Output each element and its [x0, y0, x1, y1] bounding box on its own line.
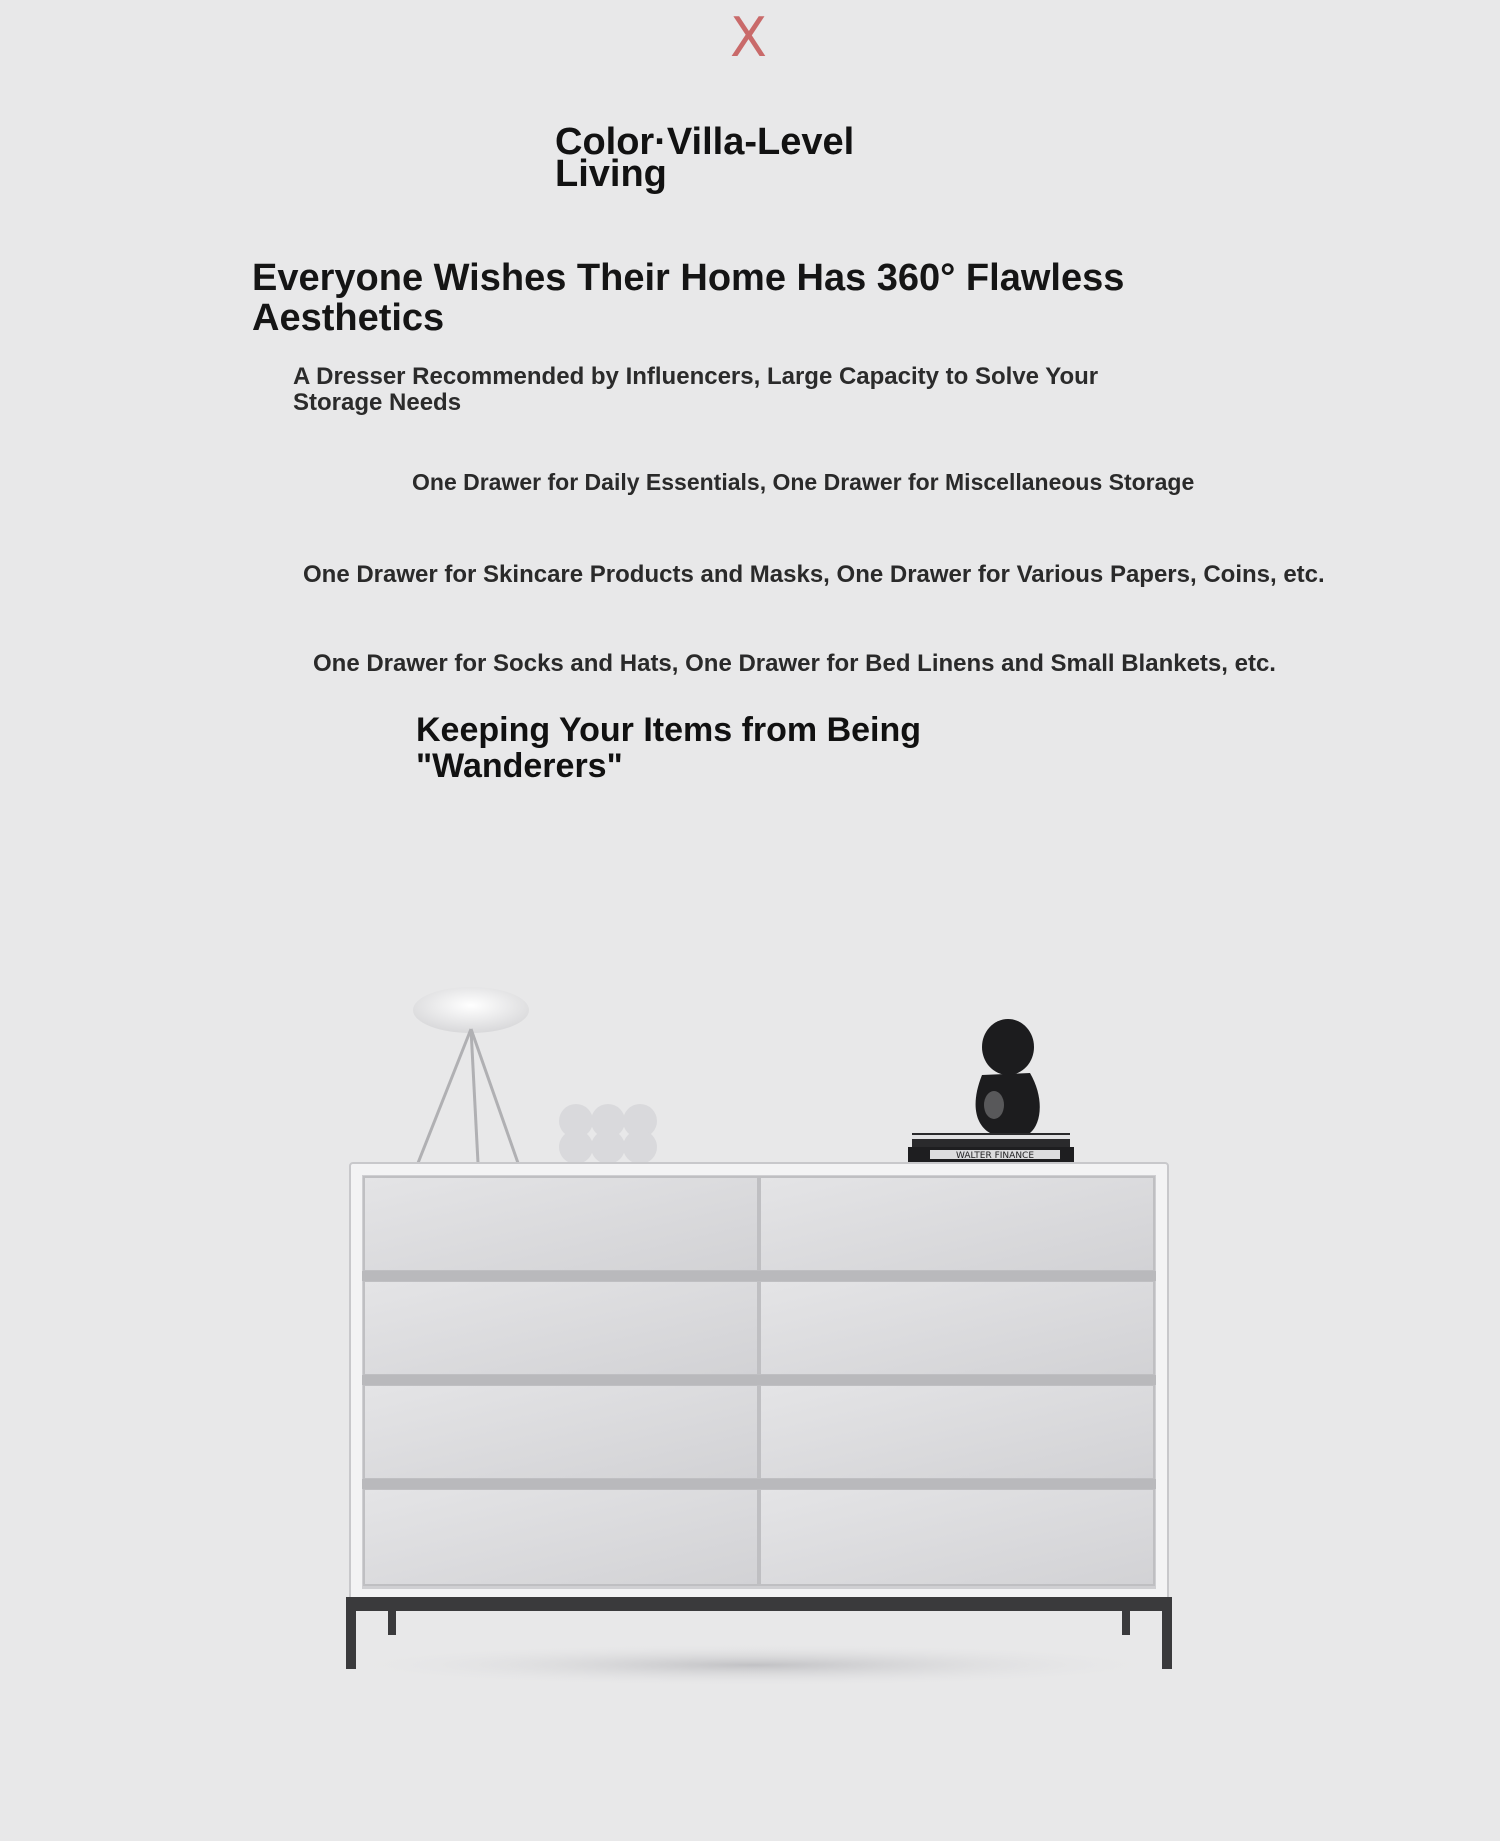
- subheadline: A Dresser Recommended by Influencers, Large Capacity to Solve Your Storage Needs: [293, 363, 1099, 416]
- dresser: [346, 1163, 1172, 1669]
- brand-title: Color·Villa-Level Living: [555, 121, 855, 195]
- feature-line-3: One Drawer for Socks and Hats, One Drawer for Bed Linens and Small Blankets, etc.: [313, 650, 1276, 677]
- close-mark: X: [730, 6, 767, 69]
- dresser-product-image: [330, 975, 1190, 1705]
- bubble-candle: [559, 1104, 657, 1164]
- headline: Everyone Wishes Their Home Has 360° Flawless Aesthetics: [252, 257, 1125, 339]
- table-lamp: [413, 987, 529, 1163]
- tagline: Keeping Your Items from Being "Wanderers": [416, 711, 922, 785]
- book-spine-text: WALTER FINANCE: [955, 1151, 1035, 1161]
- books-and-figurine: [908, 1019, 1074, 1163]
- feature-line-1: One Drawer for Daily Essentials, One Drawer for Miscellaneous Storage: [412, 469, 1195, 495]
- feature-line-2: One Drawer for Skincare Products and Masks, One Drawer for Various Papers, Coins, etc.: [303, 561, 1325, 588]
